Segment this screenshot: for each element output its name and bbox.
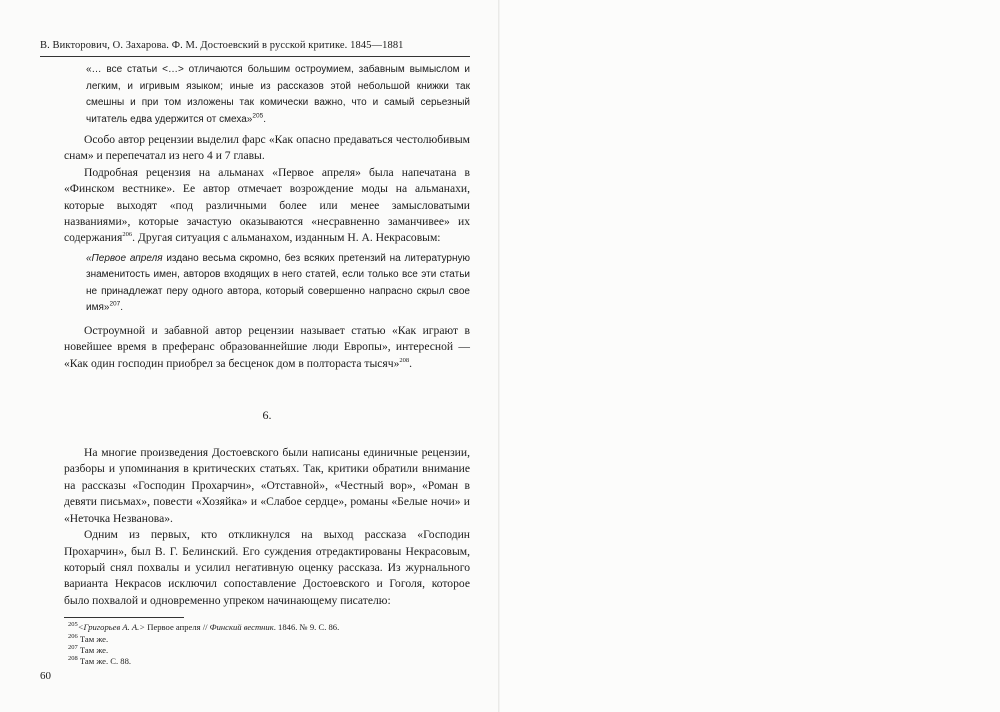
quote-text: издано весьма скромно, без всяких претензий на литературную знаменитость имен, авторов входящих в него статей, если только все эти статьи не принадлежат перу одного автора, который совершенно напрасно скрыл свое имя» [86, 252, 470, 314]
footnote: $^{207}$ Там же. [68, 644, 109, 655]
paragraph-text: . Другая ситуация с альманахом, изданным Н. А. Некрасовым: [132, 231, 441, 245]
footnote-rule [64, 617, 184, 618]
paragraph-text: Подробная рецензия на альманах «Первое апреля» была напечатана в «Финском вестнике». Ее автор отмечает возрождение моды на альманахи, которые выходят «под различными более или менее замысловатыми названиями», которые зачастую оказываются «несравненно заманчивее» их содержания [64, 165, 470, 245]
paragraph [64, 165, 470, 247]
footnote: $^{205}$<Григорьев А. А.> Первое апреля // Финский вестник. 1846. № 9. С. 86. [68, 621, 340, 633]
footnote-ref[interactable]: 206 [122, 231, 133, 239]
footnote-ref[interactable]: 207 [109, 301, 121, 309]
section-number: 6. [262, 408, 272, 423]
footnote: $^{208}$ Там же. С. 88. [68, 655, 132, 667]
paragraph: На многие произведения Достоевского были написаны единичные рецензии, разборы и упоминания в критических статьях. Так, критики обратили внимание на рассказы «Господин Прохарчин», «Отставной», «Честный вор», «Роман в девяти письмах», повести «Хозяйка» и «Слабое сердце», романы «Белые ночи» и «Неточка Незванова». [64, 446, 470, 525]
paragraph: Остроумной и забавной автор рецензии называет статью «Как играют в новейшее время в преферанс образованнейшие люди Европы», интересной — «Как один господин приобрел за бесценок дом в полтораста тысяч»$^{208}$. [64, 323, 470, 370]
footnote-ref[interactable]: 208 [399, 356, 410, 364]
quote-emphasis: «Первое апреля [86, 252, 163, 264]
right-page [500, 0, 1000, 712]
quote-block: «… все статьи <…> отличаются большим остроумием, забавным вымыслом и легким, и игривым языком; иные из рассказов этой небольшой книжки так смешны и при том изложены так комически важно, что и самый серьезный читатель едва удержится от смеха»$^{205}$. [86, 64, 470, 125]
paragraph-text: Остроумной и забавной автор рецензии называет статью «Как играют в новейшее время в преферанс образованнейшие люди Европы», интересной — «Как один господин приобрел за бесценок дом в полтораста тысяч» [64, 323, 470, 370]
quote-text: «… все статьи <…> отличаются большим остроумием, забавным вымыслом и легким, и игривым языком; иные из рассказов этой небольшой книжки так смешны и при том изложены так комически важно, что и самый серьезный читатель едва удержится от смеха» [86, 64, 470, 125]
running-header-left: В. Викторович, О. Захарова. Ф. М. Достоевский в русской критике. 1845—1881 [40, 40, 404, 51]
footnote: $^{206}$ Там же. [68, 632, 109, 644]
paragraph: Одним из первых, кто откликнулся на выход рассказа «Господин Прохарчин», был В. Г. Белинский. Его суждения отредактированы Некрасовым, который снял похвалы и усилил негативную оценку рассказа. Из журнального варианта Некрасов исключил сопоставление Достоевского и Гоголя, которое было похвалой и одновременно упреком начинающему писателю: [64, 528, 470, 607]
left-page-content [64, 62, 470, 668]
quote-block: «Первое апреля издано весьма скромно, без всяких претензий на литературную знаменитость имен, авторов входящих в него статей, если только все эти статьи не принадлежат перу одного автора, который совершенно напрасно скрыл свое имя»$^{207}$. [86, 252, 470, 314]
paragraph: Особо автор рецензии выделил фарс «Как опасно предаваться честолюбивым снам» и перепечатал из него 4 и 7 главы. [64, 133, 470, 163]
header-rule-left [40, 56, 470, 57]
footnotes [64, 622, 470, 668]
page-number-left: 60 [40, 670, 51, 682]
footnote-ref[interactable]: 205 [252, 112, 264, 120]
